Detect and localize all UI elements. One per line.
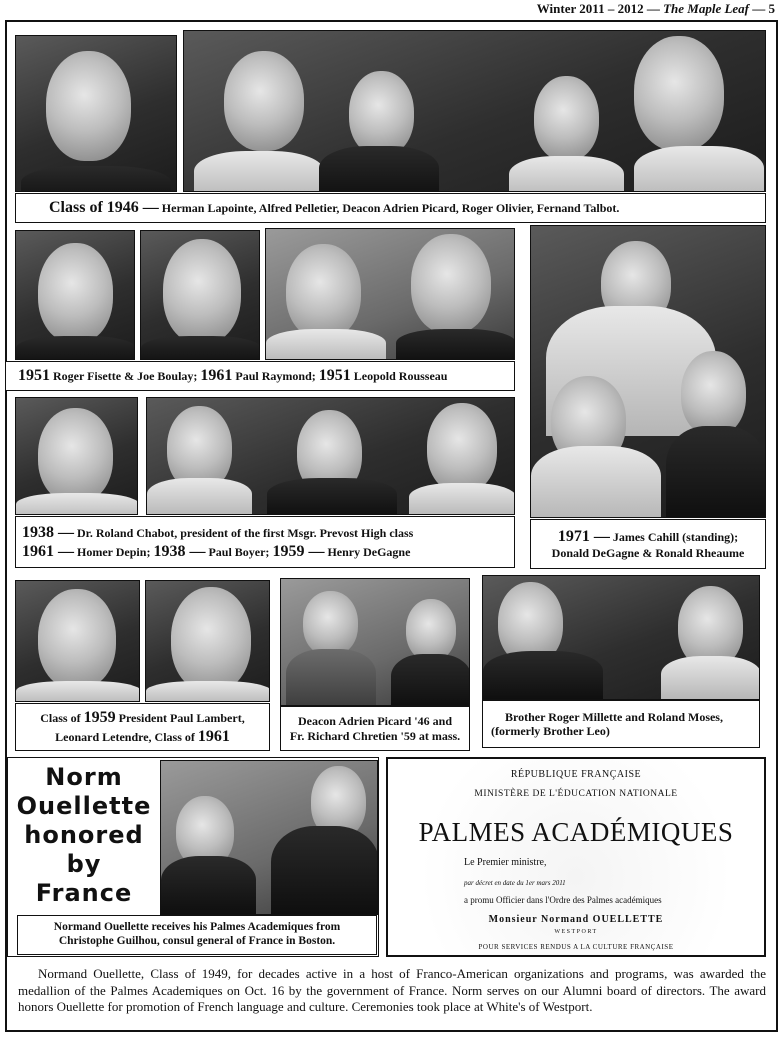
photo-class-1946-group [183,30,766,192]
story-text: Normand Ouellette, Class of 1949, for decades active in a host of Franco-American organizations and programs, was awarded the medallion of the Palmes Academiques on Oct. 16 by the government of France. Norm serves on our Alumni board of directors. The award honors Ouellette for promotion of French language and culture. Ceremonies took place at White's of Westport. [18,966,766,1014]
photo-roland-chabot [15,397,138,515]
caption-palmes-line1: Normand Ouellette receives his Palmes Academiques from [53,921,341,934]
headline-word-1: Norm [45,763,123,791]
page-header [537,1,775,17]
photo-herman-lapointe [15,35,177,192]
cert-services: POUR SERVICES RENDUS A LA CULTURE FRANÇAISE [478,943,674,951]
caption-fisette-boulay: Roger Fisette & Joe Boulay; [53,368,198,383]
caption-raymond: Paul Raymond; [235,368,316,383]
cert-promu: a promu Officier dans l'Ordre des Palmes académiques [464,895,662,905]
headline-word-3: honored [24,821,144,849]
photo-cahill-degagne-rheaume [530,225,766,518]
palmes-certificate [386,757,766,957]
caption-year-1938-a: 1938 — [22,523,74,541]
caption-class-1946-names: Herman Lapointe, Alfred Pelletier, Deacon Adrien Picard, Roger Olivier, Fernand Talbot. [161,200,620,215]
caption-rousseau: Leopold Rousseau [353,368,448,383]
caption-picard-chretien [280,706,470,751]
caption-palmes-ceremony [17,915,377,955]
caption-1971-cahill [530,519,766,569]
headline-word-2: Ouellette [16,792,152,820]
photo-paul-lambert [15,580,140,702]
photo-millette-moses [482,575,760,700]
caption-cahill-standing: James Cahill (standing); [612,530,739,545]
headline-word-5: France [35,879,133,907]
caption-1951-1961 [5,361,515,391]
photo-joe-boulay [140,230,260,360]
publication-name: The Maple Leaf [663,1,749,16]
caption-degagne: Henry DeGagne [327,545,411,559]
photo-raymond-rousseau [265,228,515,360]
cert-decree: par décret en date du 1er mars 2011 [464,879,566,887]
headline-word-4: by [66,850,102,878]
caption-letendre: Leonard Letendre, Class of [55,730,195,744]
caption-year-1971: 1971 — [557,528,610,546]
caption-depin: Homer Depin; [77,545,151,559]
caption-year-1961-b: 1961 — [22,543,74,560]
caption-year-1959-b: 1959 [83,708,116,726]
caption-millette-line2: (formerly Brother Leo) [491,724,610,738]
caption-class-of-a: Class of [40,710,81,725]
photo-roger-fisette [15,230,135,360]
cert-recipient: Monsieur Normand OUELLETTE [488,914,664,925]
caption-class-1946 [15,193,766,223]
caption-lambert: President Paul Lambert, [118,710,245,725]
cert-premier-ministre: Le Premier ministre, [464,857,547,868]
cert-title: PALMES ACADÉMIQUES [418,817,734,847]
caption-year-1961-c: 1961 [197,728,230,745]
caption-boyer: Paul Boyer; [208,545,270,559]
issue-date: Winter 2011 – 2012 — [536,1,660,16]
cert-ministry: MINISTÈRE DE L'ÉDUCATION NATIONALE [474,789,678,799]
caption-millette-moses [482,700,760,748]
cert-republic: RÉPUBLIQUE FRANÇAISE [510,769,642,780]
page-number: — 5 [752,1,775,16]
photo-depin-boyer-degagne [146,397,515,515]
caption-class-1946-label: Class of 1946 — [49,199,159,217]
photo-ouellette-medal [160,760,378,915]
caption-palmes-line2: Christophe Guilhou, consul general of France in Boston. [58,935,336,947]
caption-1938-1961-1959 [15,516,515,568]
caption-picard-line1: Deacon Adrien Picard '46 and [297,714,452,729]
caption-year-1951-a: 1951 [18,367,50,385]
caption-picard-line2: Fr. Richard Chretien '59 at mass. [289,728,461,743]
photo-leonard-letendre [145,580,270,702]
caption-class-1959-lambert [15,703,270,751]
caption-year-1938-b: 1938 — [153,543,206,560]
caption-year-1959: 1959 — [272,543,325,560]
caption-chabot: Dr. Roland Chabot, president of the first Msgr. Prevost High class [77,525,414,540]
photo-picard-chretien-mass [280,578,470,706]
caption-millette-line1: Brother Roger Millette and Roland Moses, [505,709,723,724]
caption-year-1961: 1961 [200,367,233,385]
cert-town: WESTPORT [554,929,598,935]
caption-year-1951-b: 1951 [318,367,351,385]
caption-degagne-rheaume: Donald DeGagne & Ronald Rheaume [551,546,745,561]
norm-honored-headline [10,763,158,908]
